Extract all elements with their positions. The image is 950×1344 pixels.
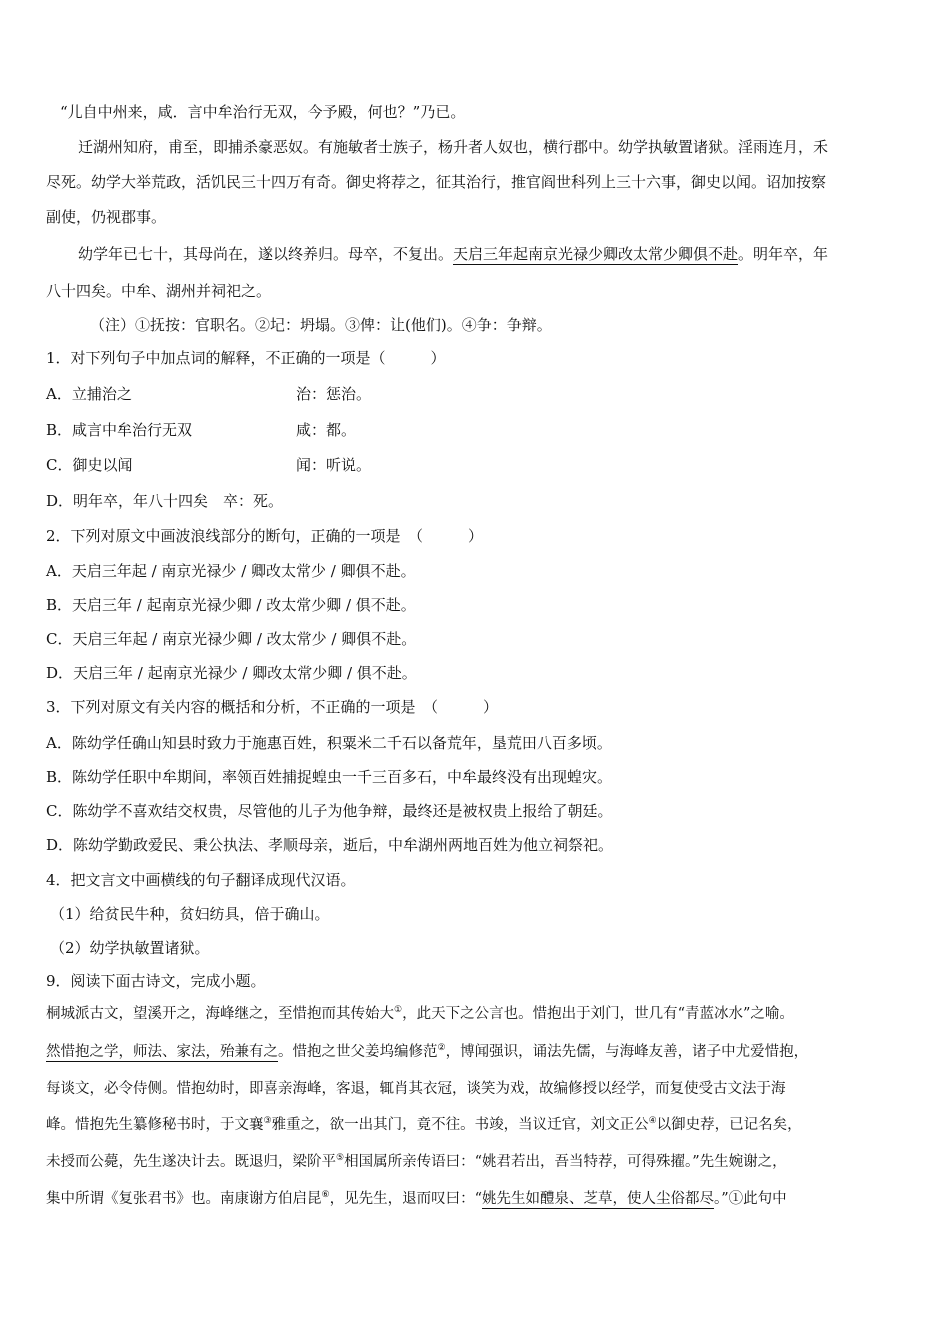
- question-2-option-c: C．天启三年起 / 南京光禄少卿 / 改太常少 / 卿俱不赴。: [46, 630, 417, 648]
- option-sentence: B．咸言中牟治行无双: [46, 421, 193, 439]
- question-4-stem: 4．把文言文中画横线的句子翻译成现代汉语。: [46, 871, 356, 889]
- passage-text: 幼学年已七十，其母尚在，遂以终养归。母卒，不复出。: [78, 245, 454, 263]
- question-4-sentence-2: （2）幼学执敏置诸狱。: [50, 939, 210, 957]
- question-1-option-b: [46, 419, 908, 441]
- passage-text: ，此天下之公言也。惜抱出于刘门，世几有“青蓝冰水”之喻。: [402, 1006, 794, 1022]
- passage-line-5: [78, 243, 940, 265]
- passage-text: 以御史荐，已记名矣，: [656, 1117, 802, 1133]
- question-2-option-d: D．天启三年 / 起南京光禄少 / 卿改太常少卿 / 俱不赴。: [46, 664, 417, 682]
- footnote-marker: ⑤: [336, 1153, 345, 1164]
- footnote-marker: ②: [437, 1043, 446, 1054]
- option-sentence: C．御史以闻: [46, 456, 133, 474]
- underlined-sentence: 然惜抱之学，师法、家法，殆兼有之: [46, 1044, 278, 1060]
- passage-text: 。明年卒，年: [738, 245, 829, 263]
- passage-line-6: 八十四矣。中牟、湖州并祠祀之。: [46, 282, 272, 300]
- passage-text: 桐城派古文，望溪开之，海峰继之，至惜抱而其传始大: [46, 1006, 394, 1022]
- option-explanation: 治：惩治。: [296, 385, 372, 403]
- passage-text: 雅重之，欲一出其门，竟不往。书竣，当议迁官，刘文正公: [271, 1117, 649, 1133]
- passage-line-4: 副使，仍视郡事。: [46, 208, 167, 226]
- option-explanation: 闻：听说。: [296, 456, 372, 474]
- wavy-underlined-sentence: 天启三年起南京光禄少卿改太常少卿俱不赴: [453, 245, 739, 263]
- passage2-line-2: [46, 1041, 908, 1063]
- question-2-stem: 2．下列对原文中画波浪线部分的断句，正确的一项是 （ ）: [46, 527, 484, 545]
- question-3-option-c: C．陈幼学不喜欢结交权贵，尽管他的儿子为他争辩，最终还是被权贵上报给了朝廷。: [46, 802, 613, 820]
- passage-text: 集中所谓《复张君书》也。南康谢方伯启昆: [46, 1191, 322, 1207]
- passage-line-2: 迁湖州知府，甫至，即捕杀豪恶奴。有施敏者士族子，杨升者人奴也，横行郡中。幼学执敏置诸狱。淫雨连月，禾: [78, 138, 829, 156]
- passage-line-3: 尽死。幼学大举荒政，活饥民三十四万有奇。御史将荐之，征其治行，推官阎世科列上三十六事，御史以闻。诏加按察: [46, 173, 827, 191]
- passage-line-1: “儿自中州来，咸．言中牟治行无双，今予殿，何也？”乃已。: [60, 103, 466, 121]
- question-1-stem: 1．对下列句子中加点词的解释，不正确的一项是（ ）: [46, 349, 446, 367]
- passage2-line-4: [46, 1114, 908, 1136]
- passage-text: 未授而公薨，先生遂决计去。既退归，梁阶平: [46, 1154, 336, 1170]
- question-1-option-a: [46, 383, 908, 405]
- footnote-marker: ⑥: [321, 1190, 330, 1201]
- question-3-option-b: B．陈幼学任职中牟期间，率领百姓捕捉蝗虫一千三百多石，中牟最终没有出现蝗灾。: [46, 768, 613, 786]
- underlined-sentence: 姚先生如醴泉、芝草，使人尘俗都尽: [482, 1191, 714, 1207]
- question-1-option-c: [46, 454, 908, 476]
- passage-text: 峰。惜抱先生纂修秘书时，于文襄: [46, 1117, 264, 1133]
- option-explanation: 咸：都。: [296, 421, 357, 439]
- passage2-line-6: [46, 1188, 908, 1210]
- option-sentence: A．立捕治之: [46, 385, 132, 403]
- annotation-note: （注）①抚按：官职名。②圮：坍塌。③俾：让(他们)。④争：争辩。: [90, 316, 552, 334]
- passage-text: ，博闻强识，诵法先儒，与海峰友善，诸子中尤爱惜抱，: [445, 1044, 809, 1060]
- question-9-stem: 9．阅读下面古诗文，完成小题。: [46, 972, 266, 990]
- passage2-line-5: [46, 1151, 908, 1173]
- question-3-option-d: D．陈幼学勤政爱民、秉公执法、孝顺母亲，逝后，中牟湖州两地百姓为他立祠祭祀。: [46, 836, 614, 854]
- question-3-option-a: A．陈幼学任确山知县时致力于施惠百姓，积粟米二千石以备荒年，垦荒田八百多顷。: [46, 734, 612, 752]
- passage2-line-3: 每谈文，必令侍侧。惜抱幼时，即喜亲海峰，客退，辄肖其衣冠，谈笑为戏，故编修授以经学，而复使受古文法于海: [46, 1081, 786, 1097]
- footnote-marker: ④: [648, 1116, 657, 1127]
- question-2-option-a: A．天启三年起 / 南京光禄少 / 卿改太常少 / 卿俱不赴。: [46, 562, 416, 580]
- footnote-marker: ①: [394, 1005, 403, 1016]
- question-3-stem: 3．下列对原文有关内容的概括和分析，不正确的一项是 （ ）: [46, 698, 499, 716]
- question-1-option-d: D．明年卒，年八十四矣 卒：死。: [46, 492, 284, 510]
- passage-text: 相国属所亲传语曰：“姚君若出，吾当特荐，可得殊擢。”先生婉谢之，: [344, 1154, 787, 1170]
- footnote-marker: ③: [263, 1116, 272, 1127]
- passage2-line-1: [46, 1003, 908, 1025]
- question-4-sentence-1: （1）给贫民牛种，贫妇纺具，倍于确山。: [50, 905, 330, 923]
- passage-text: 。惜抱之世父姜坞编修范: [278, 1044, 438, 1060]
- passage-text: 。”①此句中: [714, 1191, 787, 1207]
- question-2-option-b: B．天启三年 / 起南京光禄少卿 / 改太常少卿 / 俱不赴。: [46, 596, 416, 614]
- passage-text: ，见先生，退而叹曰：“: [329, 1191, 482, 1207]
